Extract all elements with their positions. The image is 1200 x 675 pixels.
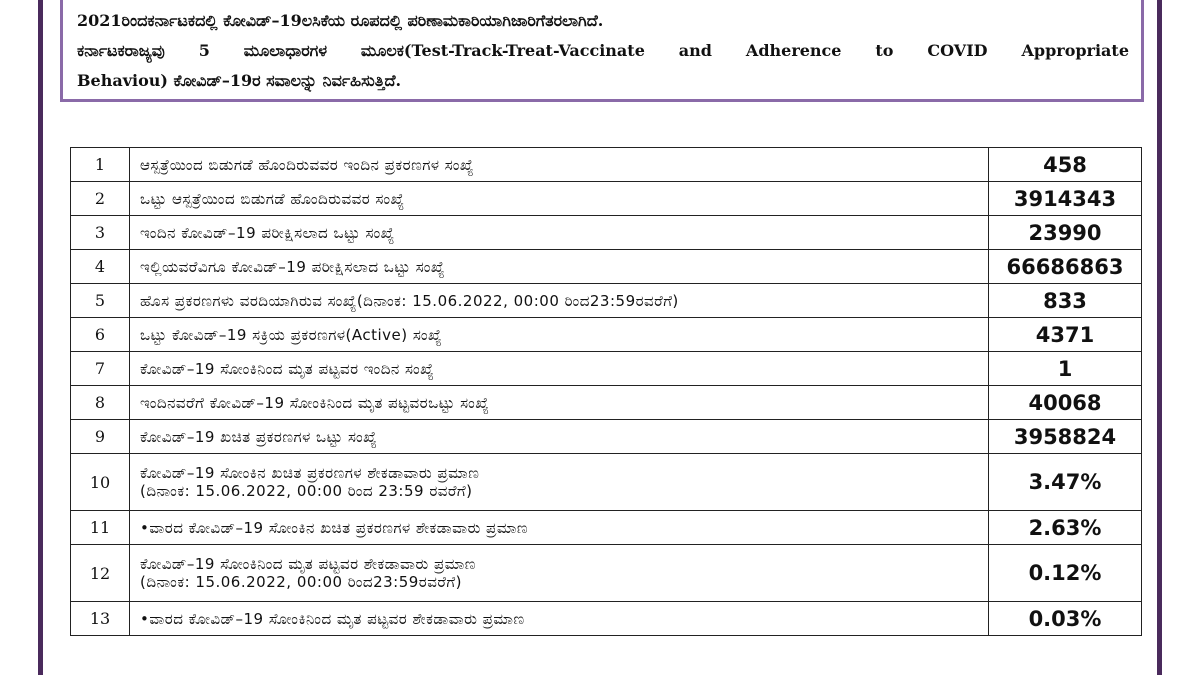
row-label-text: ಇಂದಿನವರೆಗೆ ಕೋವಿಡ್–19 ಸೋಂಕಿನಿಂದ ಮೃತ ಪಟ್ಟವರಒಟ್ಟು ಸಂಖ್ಯೆ xyxy=(140,393,490,412)
row-value: 66686863 xyxy=(989,250,1142,284)
row-value: 3.47% xyxy=(989,454,1142,511)
row-value: 0.12% xyxy=(989,545,1142,602)
row-number: 11 xyxy=(71,511,130,545)
row-label xyxy=(130,545,989,602)
page-frame-right xyxy=(1157,0,1162,675)
row-number: 6 xyxy=(71,318,130,352)
covid-stats-table xyxy=(70,147,1142,636)
row-label-text: ಒಟ್ಟು ಕೋವಿಡ್–19 ಸಕ್ರಿಯ ಪ್ರಕರಣಗಳ(Active) ಸಂಖ್ಯೆ xyxy=(140,325,443,344)
row-label-date: (ದಿನಾಂಕ: 15.06.2022, 00:00 ರಿಂದ 23:59 ರವರೆಗೆ) xyxy=(140,482,473,500)
page-frame-left xyxy=(38,0,43,675)
row-number: 2 xyxy=(71,182,130,216)
row-label-text: ಹೊಸ ಪ್ರಕರಣಗಳು ವರದಿಯಾಗಿರುವ ಸಂಖ್ಯೆ(ದಿನಾಂಕ: 15.06.2022, 00:00 ರಿಂದ23:59ರವರೆಗೆ) xyxy=(140,291,679,310)
row-label-text: ಆಸ್ಪತ್ರೆಯಿಂದ ಬಿಡುಗಡೆ ಹೊಂದಿರುವವರ ಇಂದಿನ ಪ್ರಕರಣಗಳ ಸಂಖ್ಯೆ xyxy=(140,155,474,174)
row-label xyxy=(130,284,989,318)
table-row xyxy=(71,545,1142,602)
table-row xyxy=(71,216,1142,250)
table-row xyxy=(71,318,1142,352)
row-label xyxy=(130,386,989,420)
row-label xyxy=(130,420,989,454)
row-label-text: ಕೋವಿಡ್–19 ಸೋಂಕಿನಿಂದ ಮೃತ ಪಟ್ಟವರ ಶೇಕಡಾವಾರು ಪ್ರಮಾಣ xyxy=(140,555,476,573)
row-label xyxy=(130,602,989,636)
row-number: 7 xyxy=(71,352,130,386)
row-value: 0.03% xyxy=(989,602,1142,636)
row-label-text: •ವಾರದ ಕೋವಿಡ್–19 ಸೋಂಕಿನ ಖಚಿತ ಪ್ರಕರಣಗಳ ಶೇಕಡಾವಾರು ಪ್ರಮಾಣ xyxy=(140,518,529,537)
table-row xyxy=(71,148,1142,182)
table-row xyxy=(71,284,1142,318)
row-label-text: ಇಲ್ಲಿಯವರೆವಿಗೂ ಕೋವಿಡ್–19 ಪರೀಕ್ಷಿಸಲಾದ ಒಟ್ಟು ಸಂಖ್ಯೆ xyxy=(140,257,445,276)
row-value: 458 xyxy=(989,148,1142,182)
row-label xyxy=(130,318,989,352)
row-value: 4371 xyxy=(989,318,1142,352)
row-number: 12 xyxy=(71,545,130,602)
row-label-text: ಕೋವಿಡ್–19 ಖಚಿತ ಪ್ರಕರಣಗಳ ಒಟ್ಟು ಸಂಖ್ಯೆ xyxy=(140,427,378,446)
row-label-text: ಇಂದಿನ ಕೋವಿಡ್–19 ಪರೀಕ್ಷಿಸಲಾದ ಒಟ್ಟು ಸಂಖ್ಯೆ xyxy=(140,223,395,242)
table-row xyxy=(71,386,1142,420)
row-label xyxy=(130,352,989,386)
table-row xyxy=(71,182,1142,216)
notice-line-3: Behaviou) ಕೋವಿಡ್–19ರ ಸವಾಲನ್ನು ನಿರ್ವಹಿಸುತ್ತಿದೆ. xyxy=(77,71,402,90)
row-value: 3958824 xyxy=(989,420,1142,454)
table-row xyxy=(71,602,1142,636)
row-number: 1 xyxy=(71,148,130,182)
row-label-text: •ವಾರದ ಕೋವಿಡ್–19 ಸೋಂಕಿನಿಂದ ಮೃತ ಪಟ್ಟವರ ಶೇಕಡಾವಾರು ಪ್ರಮಾಣ xyxy=(140,609,525,628)
row-label xyxy=(130,148,989,182)
row-value: 2.63% xyxy=(989,511,1142,545)
notice-line-1: 2021ರಿಂದಕರ್ನಾಟಕದಲ್ಲಿ ಕೋವಿಡ್–19ಲಸಿಕೆಯ ರೂಪದಲ್ಲಿ ಪರಿಣಾಮಕಾರಿಯಾಗಿಜಾರಿಗೆತರಲಾಗಿದೆ. xyxy=(77,11,604,30)
row-number: 9 xyxy=(71,420,130,454)
row-number: 10 xyxy=(71,454,130,511)
row-label xyxy=(130,182,989,216)
row-value: 3914343 xyxy=(989,182,1142,216)
row-number: 3 xyxy=(71,216,130,250)
row-label xyxy=(130,454,989,511)
row-value: 23990 xyxy=(989,216,1142,250)
row-label-text: ಒಟ್ಟು ಆಸ್ಪತ್ರೆಯಿಂದ ಬಿಡುಗಡೆ ಹೊಂದಿರುವವರ ಸಂಖ್ಯೆ xyxy=(140,189,405,208)
row-value: 833 xyxy=(989,284,1142,318)
row-value: 40068 xyxy=(989,386,1142,420)
notice-box xyxy=(60,0,1144,102)
table-row xyxy=(71,511,1142,545)
row-label-text: ಕೋವಿಡ್–19 ಸೋಂಕಿನ ಖಚಿತ ಪ್ರಕರಣಗಳ ಶೇಕಡಾವಾರು ಪ್ರಮಾಣ xyxy=(140,464,480,482)
table-row xyxy=(71,454,1142,511)
row-label-text: ಕೋವಿಡ್–19 ಸೋಂಕಿನಿಂದ ಮೃತ ಪಟ್ಟವರ ಇಂದಿನ ಸಂಖ್ಯೆ xyxy=(140,359,435,378)
row-number: 8 xyxy=(71,386,130,420)
notice-line-2: ಕರ್ನಾಟಕರಾಜ್ಯವು 5 ಮೂಲಾಧಾರಗಳ ಮೂಲಕ(Test-Track-Treat-Vaccinate and Adherence to COVID Appropriate xyxy=(77,41,1129,60)
row-label xyxy=(130,511,989,545)
table-row xyxy=(71,352,1142,386)
row-number: 5 xyxy=(71,284,130,318)
table-row xyxy=(71,250,1142,284)
table-row xyxy=(71,420,1142,454)
row-number: 13 xyxy=(71,602,130,636)
row-label xyxy=(130,250,989,284)
row-label xyxy=(130,216,989,250)
row-value: 1 xyxy=(989,352,1142,386)
row-number: 4 xyxy=(71,250,130,284)
row-label-date: (ದಿನಾಂಕ: 15.06.2022, 00:00 ರಿಂದ23:59ರವರೆಗೆ) xyxy=(140,573,462,591)
